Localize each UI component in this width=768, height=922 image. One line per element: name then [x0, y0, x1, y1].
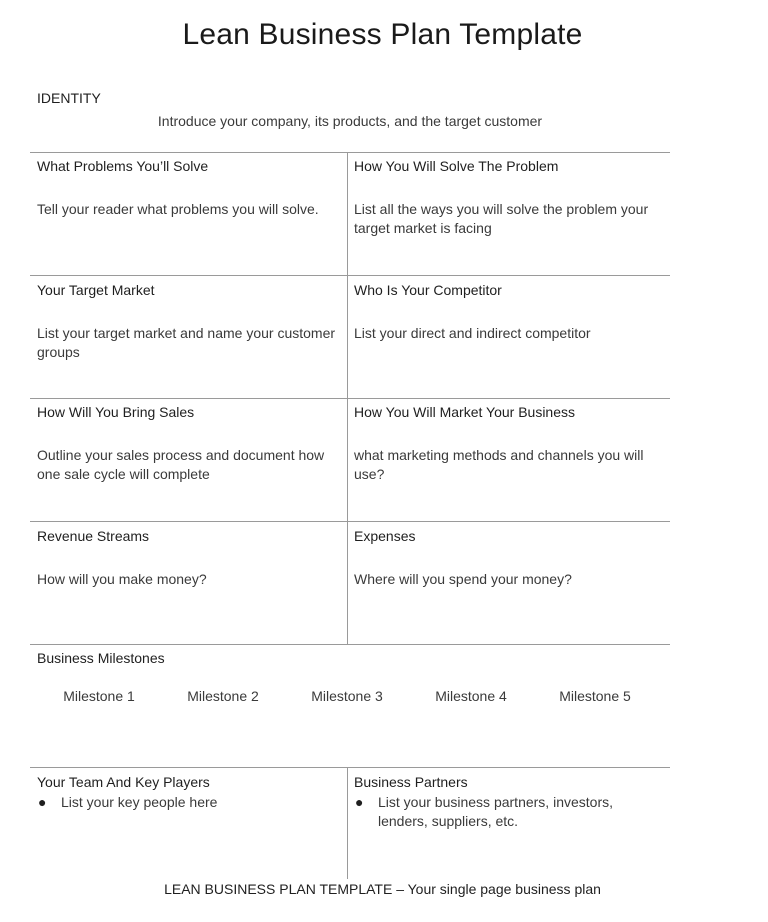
section-description: List all the ways you will solve the problem your target market is facing [354, 201, 649, 236]
milestones-list [37, 688, 657, 704]
team-list [37, 793, 337, 812]
section-title: What Problems You’ll Solve [37, 158, 209, 174]
section-title: Business Partners [354, 774, 468, 790]
milestone-item: Milestone 4 [435, 688, 507, 704]
bullet-icon: ● [355, 794, 364, 810]
divider-row-4 [30, 521, 670, 522]
divider-top [30, 152, 670, 153]
section-title: How You Will Solve The Problem [354, 158, 559, 174]
list-item-text: List your business partners, investors, lenders, suppliers, etc. [378, 794, 613, 829]
section-sales [37, 403, 337, 484]
section-description: List your direct and indirect competitor [354, 325, 591, 341]
section-competitor [354, 281, 659, 343]
section-title: How Will You Bring Sales [37, 404, 195, 420]
section-title: Your Team And Key Players [37, 774, 210, 790]
section-title: How You Will Market Your Business [354, 404, 575, 420]
identity-description: Introduce your company, its products, and the target customer [157, 113, 543, 129]
section-revenue [37, 527, 337, 589]
section-expenses [354, 527, 659, 589]
section-title: Who Is Your Competitor [354, 282, 502, 298]
list-item-text: List your key people here [61, 794, 218, 810]
section-description: Outline your sales process and document how one sale cycle will complete [37, 447, 325, 482]
section-description: what marketing methods and channels you will use? [354, 447, 644, 482]
section-problems [37, 157, 337, 219]
milestone-item: Milestone 5 [559, 688, 631, 704]
page-title: Lean Business Plan Template [182, 18, 583, 51]
section-description: List your target market and name your customer groups [37, 325, 336, 360]
section-title: Your Target Market [37, 282, 155, 298]
bullet-icon: ● [38, 794, 47, 810]
section-title: Expenses [354, 528, 416, 544]
milestone-item: Milestone 1 [63, 688, 135, 704]
section-solution [354, 157, 659, 238]
divider-team [30, 767, 670, 768]
section-description: Tell your reader what problems you will solve. [37, 201, 319, 217]
list-item [37, 793, 337, 812]
footer-text: LEAN BUSINESS PLAN TEMPLATE – Your single page business plan [164, 881, 601, 897]
milestones-title: Business Milestones [37, 650, 165, 666]
partners-list [354, 793, 659, 831]
list-item [354, 793, 644, 831]
section-description: How will you make money? [37, 571, 207, 587]
divider-row-2 [30, 275, 670, 276]
column-divider-team [347, 767, 348, 879]
identity-label: IDENTITY [37, 90, 101, 106]
column-divider-grid [347, 152, 348, 644]
section-title: Revenue Streams [37, 528, 150, 544]
divider-row-3 [30, 398, 670, 399]
section-target-market [37, 281, 337, 362]
divider-milestones [30, 644, 670, 645]
section-team [37, 773, 337, 812]
section-partners [354, 773, 659, 831]
section-marketing [354, 403, 659, 484]
milestone-item: Milestone 2 [187, 688, 259, 704]
milestone-item: Milestone 3 [311, 688, 383, 704]
section-description: Where will you spend your money? [354, 571, 572, 587]
